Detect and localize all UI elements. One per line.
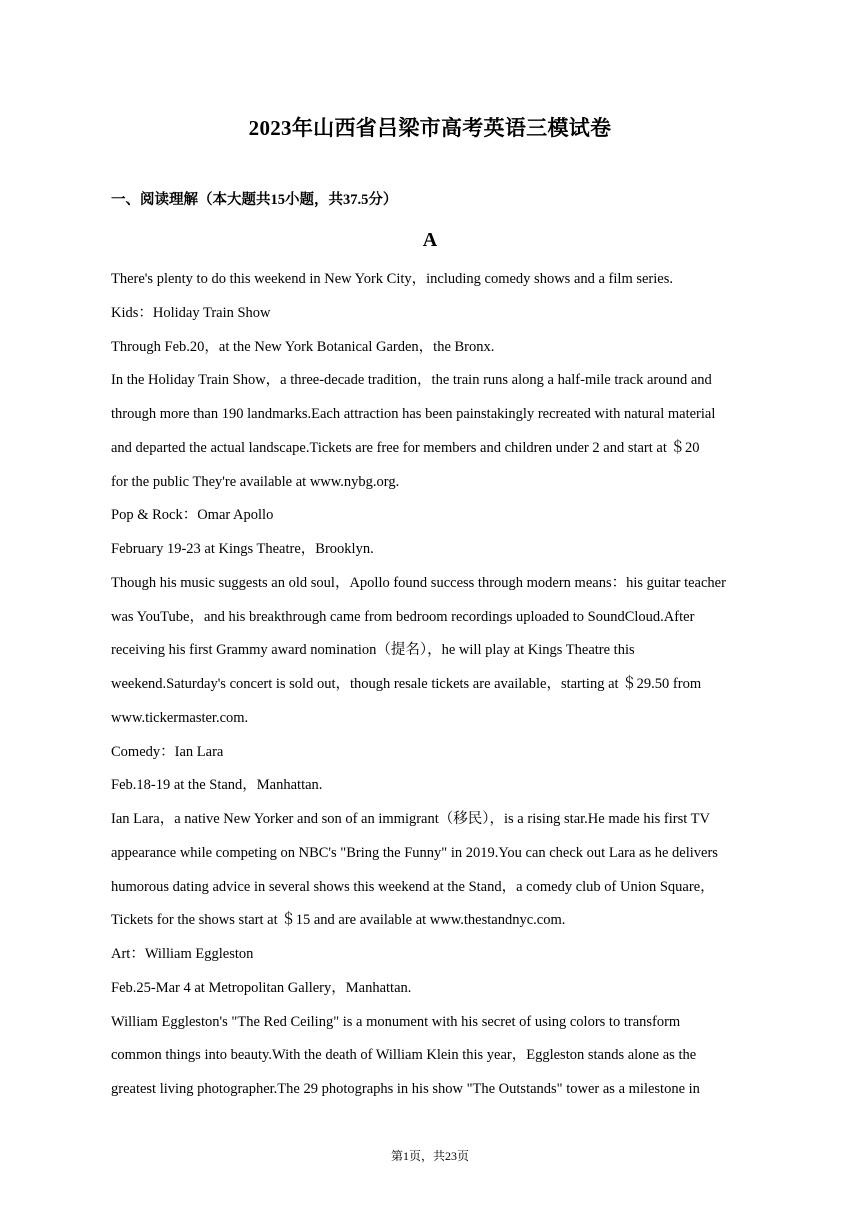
text-line: Tickets for the shows start at ＄15 and are available at www.thestandnyc.com. — [111, 912, 566, 929]
passage-body — [111, 265, 753, 1109]
text-line: William Eggleston's "The Red Ceiling" is a monument with his secret of using colors to transform — [111, 1013, 681, 1030]
text-line: receiving his first Grammy award nomination（提名），he will play at Kings Theatre this — [111, 642, 635, 659]
document-title: 2023年山西省吕梁市高考英语三模试卷 — [248, 116, 612, 140]
text-line: Ian Lara，a native New Yorker and son of an immigrant（移民），is a rising star.He made his first TV — [111, 811, 710, 827]
text-line: common things into beauty.With the death of William Klein this year，Eggleston stands alone as the — [111, 1047, 697, 1064]
text-line: for the public They're available at www.nybg.org. — [111, 473, 400, 490]
text-line: February 19-23 at Kings Theatre，Brooklyn. — [111, 541, 374, 557]
text-line: In the Holiday Train Show，a three-decade tradition，the train runs along a half-mile track around and — [111, 372, 712, 389]
text-line: humorous dating advice in several shows this weekend at the Stand，a comedy club of Union Square， — [111, 878, 715, 895]
text-line: www.tickermaster.com. — [111, 709, 249, 726]
text-line: Pop & Rock：Omar Apollo — [111, 507, 274, 524]
passage-label: A — [422, 229, 438, 251]
text-line: Comedy：Ian Lara — [111, 743, 224, 760]
page-footer: 第1页，共23页 — [390, 1149, 469, 1163]
text-line: greatest living photographer.The 29 photographs in his show "The Outstands" tower as a milestone in — [111, 1081, 700, 1097]
text-line: Feb.25-Mar 4 at Metropolitan Gallery，Manhattan. — [111, 979, 412, 996]
section-heading: 一、阅读理解（本大题共15小题，共37.5分） — [111, 192, 398, 208]
text-line: weekend.Saturday's concert is sold out，though resale tickets are available，starting at ＄29.50 from — [111, 676, 702, 692]
text-line: appearance while competing on NBC's "Bring the Funny" in 2019.You can check out Lara as he delivers — [111, 844, 718, 861]
text-line: Kids：Holiday Train Show — [111, 304, 271, 321]
text-line: was YouTube，and his breakthrough came from bedroom recordings uploaded to SoundCloud.After — [111, 608, 695, 625]
text-line: and departed the actual landscape.Tickets are free for members and children under 2 and start at ＄20 — [111, 439, 700, 456]
text-line: through more than 190 landmarks.Each attraction has been painstakingly recreated with natural material — [111, 406, 716, 422]
text-line: There's plenty to do this weekend in New York City，including comedy shows and a film series. — [111, 271, 673, 287]
text-line: Feb.18-19 at the Stand，Manhattan. — [111, 777, 323, 794]
text-line: Through Feb.20，at the New York Botanical Garden，the Bronx. — [111, 338, 495, 355]
text-line: Though his music suggests an old soul，Apollo found success through modern means：his guitar teacher — [111, 574, 726, 591]
text-line: Art：William Eggleston — [111, 946, 254, 962]
